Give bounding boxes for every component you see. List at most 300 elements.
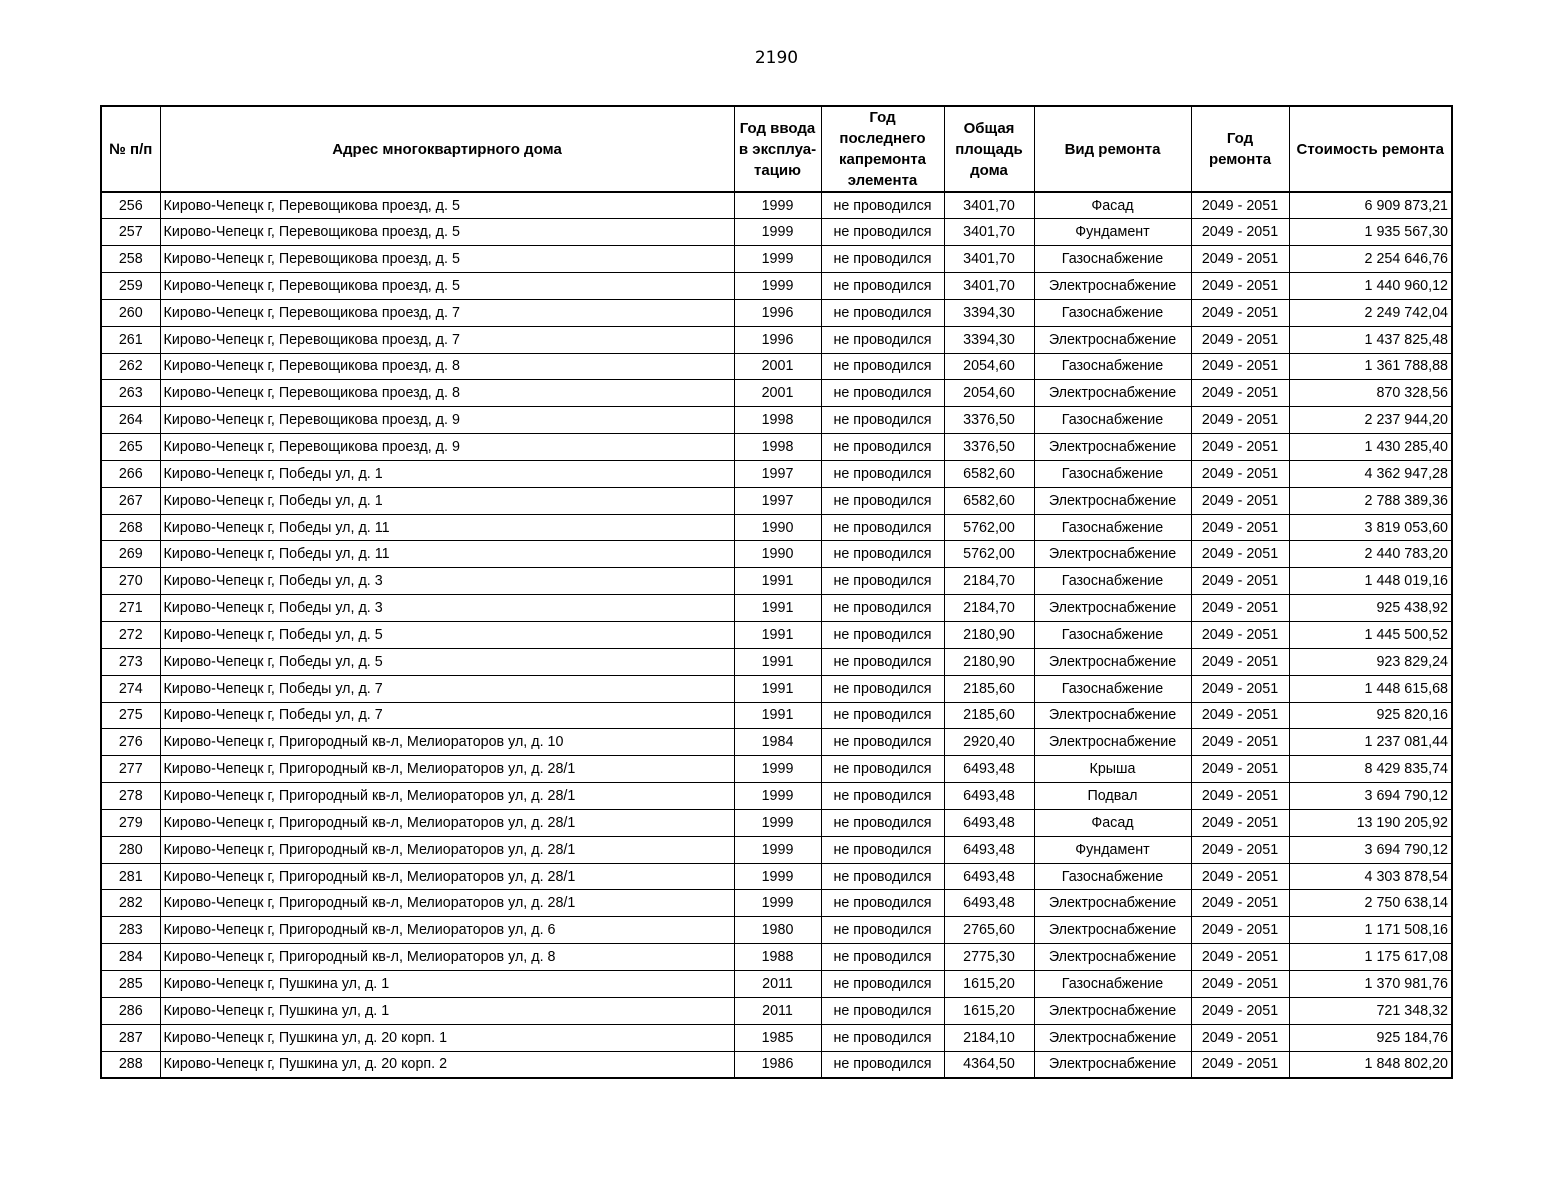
cell-year-built: 1991 (734, 648, 821, 675)
header-repair-type: Вид ремонта (1034, 106, 1191, 192)
cell-repair-year: 2049 - 2051 (1191, 353, 1289, 380)
cell-num: 266 (101, 460, 160, 487)
cell-num: 262 (101, 353, 160, 380)
cell-repair-type: Газоснабжение (1034, 246, 1191, 273)
cell-address: Кирово-Чепецк г, Перевощикова проезд, д. 5 (160, 192, 734, 219)
cell-repair-type: Газоснабжение (1034, 460, 1191, 487)
table-row (101, 756, 1452, 783)
cell-num: 264 (101, 407, 160, 434)
header-repair-year: Год ремонта (1191, 106, 1289, 192)
cell-repair-year: 2049 - 2051 (1191, 622, 1289, 649)
cell-address: Кирово-Чепецк г, Перевощикова проезд, д. 7 (160, 326, 734, 353)
cell-area: 2054,60 (944, 353, 1034, 380)
cell-cost: 870 328,56 (1289, 380, 1452, 407)
cell-num: 285 (101, 970, 160, 997)
cell-cost: 3 694 790,12 (1289, 783, 1452, 810)
cell-repair-type: Электроснабжение (1034, 729, 1191, 756)
cell-year-built: 1999 (734, 246, 821, 273)
cell-address: Кирово-Чепецк г, Пригородный кв-л, Мелиораторов ул, д. 28/1 (160, 890, 734, 917)
cell-address: Кирово-Чепецк г, Пригородный кв-л, Мелиораторов ул, д. 28/1 (160, 809, 734, 836)
cell-area: 2765,60 (944, 917, 1034, 944)
cell-repair-year: 2049 - 2051 (1191, 1051, 1289, 1078)
cell-last-repair: не проводился (821, 783, 944, 810)
table-row (101, 917, 1452, 944)
cell-address: Кирово-Чепецк г, Победы ул, д. 3 (160, 568, 734, 595)
cell-area: 6493,48 (944, 863, 1034, 890)
cell-repair-year: 2049 - 2051 (1191, 890, 1289, 917)
cell-repair-type: Электроснабжение (1034, 595, 1191, 622)
table-row (101, 675, 1452, 702)
cell-cost: 1 370 981,76 (1289, 970, 1452, 997)
cell-repair-year: 2049 - 2051 (1191, 1024, 1289, 1051)
cell-repair-type: Газоснабжение (1034, 514, 1191, 541)
cell-address: Кирово-Чепецк г, Пушкина ул, д. 1 (160, 970, 734, 997)
cell-area: 5762,00 (944, 514, 1034, 541)
cell-repair-year: 2049 - 2051 (1191, 299, 1289, 326)
cell-num: 257 (101, 219, 160, 246)
cell-area: 2185,60 (944, 702, 1034, 729)
cell-repair-year: 2049 - 2051 (1191, 648, 1289, 675)
cell-area: 6493,48 (944, 836, 1034, 863)
cell-repair-year: 2049 - 2051 (1191, 541, 1289, 568)
cell-num: 277 (101, 756, 160, 783)
cell-last-repair: не проводился (821, 326, 944, 353)
table-row (101, 1024, 1452, 1051)
cell-area: 3394,30 (944, 326, 1034, 353)
cell-cost: 1 437 825,48 (1289, 326, 1452, 353)
cell-repair-year: 2049 - 2051 (1191, 273, 1289, 300)
cell-last-repair: не проводился (821, 890, 944, 917)
cell-year-built: 1999 (734, 890, 821, 917)
cell-area: 6493,48 (944, 756, 1034, 783)
cell-repair-year: 2049 - 2051 (1191, 407, 1289, 434)
cell-repair-year: 2049 - 2051 (1191, 970, 1289, 997)
table-row (101, 944, 1452, 971)
cell-last-repair: не проводился (821, 246, 944, 273)
cell-cost: 13 190 205,92 (1289, 809, 1452, 836)
cell-cost: 1 440 960,12 (1289, 273, 1452, 300)
cell-last-repair: не проводился (821, 380, 944, 407)
cell-repair-type: Электроснабжение (1034, 1024, 1191, 1051)
cell-repair-year: 2049 - 2051 (1191, 702, 1289, 729)
cell-year-built: 1980 (734, 917, 821, 944)
cell-repair-type: Электроснабжение (1034, 273, 1191, 300)
cell-address: Кирово-Чепецк г, Победы ул, д. 1 (160, 460, 734, 487)
cell-num: 260 (101, 299, 160, 326)
cell-last-repair: не проводился (821, 648, 944, 675)
cell-area: 3401,70 (944, 273, 1034, 300)
table-row (101, 729, 1452, 756)
table-row (101, 434, 1452, 461)
cell-area: 3376,50 (944, 407, 1034, 434)
cell-year-built: 1997 (734, 460, 821, 487)
cell-num: 258 (101, 246, 160, 273)
table-row (101, 407, 1452, 434)
cell-num: 265 (101, 434, 160, 461)
cell-area: 5762,00 (944, 541, 1034, 568)
cell-last-repair: не проводился (821, 997, 944, 1024)
cell-repair-type: Газоснабжение (1034, 568, 1191, 595)
cell-last-repair: не проводился (821, 192, 944, 219)
table-row (101, 541, 1452, 568)
cell-repair-year: 2049 - 2051 (1191, 192, 1289, 219)
table-header (101, 106, 1452, 192)
cell-address: Кирово-Чепецк г, Победы ул, д. 11 (160, 514, 734, 541)
cell-repair-year: 2049 - 2051 (1191, 514, 1289, 541)
cell-last-repair: не проводился (821, 836, 944, 863)
table-row (101, 783, 1452, 810)
cell-area: 3394,30 (944, 299, 1034, 326)
cell-address: Кирово-Чепецк г, Перевощикова проезд, д. 9 (160, 407, 734, 434)
cell-repair-type: Газоснабжение (1034, 299, 1191, 326)
table-row (101, 460, 1452, 487)
table-row (101, 487, 1452, 514)
cell-repair-year: 2049 - 2051 (1191, 219, 1289, 246)
cell-address: Кирово-Чепецк г, Победы ул, д. 7 (160, 702, 734, 729)
cell-address: Кирово-Чепецк г, Победы ул, д. 1 (160, 487, 734, 514)
cell-year-built: 1999 (734, 836, 821, 863)
cell-cost: 721 348,32 (1289, 997, 1452, 1024)
cell-repair-type: Газоснабжение (1034, 675, 1191, 702)
cell-repair-type: Газоснабжение (1034, 353, 1191, 380)
cell-num: 276 (101, 729, 160, 756)
cell-repair-type: Электроснабжение (1034, 648, 1191, 675)
cell-cost: 1 175 617,08 (1289, 944, 1452, 971)
cell-area: 3401,70 (944, 219, 1034, 246)
cell-cost: 2 788 389,36 (1289, 487, 1452, 514)
cell-area: 2775,30 (944, 944, 1034, 971)
cell-repair-type: Фасад (1034, 192, 1191, 219)
table-row (101, 299, 1452, 326)
cell-year-built: 1998 (734, 434, 821, 461)
cell-repair-year: 2049 - 2051 (1191, 246, 1289, 273)
cell-num: 286 (101, 997, 160, 1024)
table-row (101, 273, 1452, 300)
cell-repair-type: Газоснабжение (1034, 970, 1191, 997)
cell-repair-year: 2049 - 2051 (1191, 729, 1289, 756)
cell-cost: 1 361 788,88 (1289, 353, 1452, 380)
cell-year-built: 1991 (734, 675, 821, 702)
cell-cost: 3 819 053,60 (1289, 514, 1452, 541)
cell-cost: 3 694 790,12 (1289, 836, 1452, 863)
table-row (101, 326, 1452, 353)
page-number: 2190 (754, 48, 799, 68)
cell-last-repair: не проводился (821, 863, 944, 890)
cell-repair-year: 2049 - 2051 (1191, 917, 1289, 944)
cell-year-built: 1999 (734, 809, 821, 836)
cell-address: Кирово-Чепецк г, Пригородный кв-л, Мелиораторов ул, д. 8 (160, 944, 734, 971)
cell-area: 3401,70 (944, 192, 1034, 219)
cell-area: 2054,60 (944, 380, 1034, 407)
cell-repair-type: Электроснабжение (1034, 434, 1191, 461)
cell-year-built: 1998 (734, 407, 821, 434)
table-row (101, 622, 1452, 649)
table-row (101, 863, 1452, 890)
cell-area: 2185,60 (944, 675, 1034, 702)
cell-num: 275 (101, 702, 160, 729)
cell-year-built: 1999 (734, 219, 821, 246)
cell-address: Кирово-Чепецк г, Победы ул, д. 7 (160, 675, 734, 702)
cell-year-built: 1990 (734, 514, 821, 541)
cell-year-built: 1999 (734, 192, 821, 219)
cell-address: Кирово-Чепецк г, Пушкина ул, д. 1 (160, 997, 734, 1024)
cell-cost: 923 829,24 (1289, 648, 1452, 675)
header-cost: Стоимость ремонта (1289, 106, 1452, 192)
cell-last-repair: не проводился (821, 219, 944, 246)
cell-repair-type: Электроснабжение (1034, 917, 1191, 944)
cell-last-repair: не проводился (821, 970, 944, 997)
cell-repair-type: Подвал (1034, 783, 1191, 810)
cell-address: Кирово-Чепецк г, Победы ул, д. 5 (160, 622, 734, 649)
cell-address: Кирово-Чепецк г, Перевощикова проезд, д. 5 (160, 273, 734, 300)
cell-year-built: 1991 (734, 622, 821, 649)
cell-repair-type: Электроснабжение (1034, 487, 1191, 514)
cell-last-repair: не проводился (821, 1024, 944, 1051)
cell-cost: 1 430 285,40 (1289, 434, 1452, 461)
cell-num: 259 (101, 273, 160, 300)
cell-last-repair: не проводился (821, 1051, 944, 1078)
cell-repair-type: Фундамент (1034, 836, 1191, 863)
cell-last-repair: не проводился (821, 487, 944, 514)
table-row (101, 192, 1452, 219)
cell-area: 2184,10 (944, 1024, 1034, 1051)
table-row (101, 219, 1452, 246)
cell-repair-type: Фундамент (1034, 219, 1191, 246)
cell-last-repair: не проводился (821, 944, 944, 971)
cell-year-built: 1999 (734, 756, 821, 783)
cell-cost: 2 237 944,20 (1289, 407, 1452, 434)
cell-last-repair: не проводился (821, 917, 944, 944)
cell-address: Кирово-Чепецк г, Победы ул, д. 3 (160, 595, 734, 622)
table-row (101, 997, 1452, 1024)
cell-last-repair: не проводился (821, 514, 944, 541)
cell-num: 284 (101, 944, 160, 971)
cell-area: 3401,70 (944, 246, 1034, 273)
cell-num: 280 (101, 836, 160, 863)
cell-repair-year: 2049 - 2051 (1191, 487, 1289, 514)
cell-last-repair: не проводился (821, 568, 944, 595)
header-year-built: Год ввода в эксплуа-тацию (734, 106, 821, 192)
cell-address: Кирово-Чепецк г, Пригородный кв-л, Мелиораторов ул, д. 28/1 (160, 863, 734, 890)
cell-repair-year: 2049 - 2051 (1191, 380, 1289, 407)
cell-repair-year: 2049 - 2051 (1191, 809, 1289, 836)
header-num: № п/п (101, 106, 160, 192)
table-row (101, 380, 1452, 407)
header-address: Адрес многоквартирного дома (160, 106, 734, 192)
table-row (101, 353, 1452, 380)
cell-address: Кирово-Чепецк г, Пригородный кв-л, Мелиораторов ул, д. 28/1 (160, 756, 734, 783)
cell-repair-type: Электроснабжение (1034, 890, 1191, 917)
cell-repair-type: Газоснабжение (1034, 407, 1191, 434)
cell-cost: 2 249 742,04 (1289, 299, 1452, 326)
cell-year-built: 1985 (734, 1024, 821, 1051)
repair-table (100, 105, 1453, 1079)
cell-area: 6493,48 (944, 890, 1034, 917)
cell-area: 6493,48 (944, 783, 1034, 810)
cell-cost: 1 237 081,44 (1289, 729, 1452, 756)
cell-repair-type: Электроснабжение (1034, 326, 1191, 353)
cell-year-built: 1984 (734, 729, 821, 756)
cell-area: 2184,70 (944, 595, 1034, 622)
cell-address: Кирово-Чепецк г, Перевощикова проезд, д. 8 (160, 353, 734, 380)
cell-cost: 2 254 646,76 (1289, 246, 1452, 273)
cell-last-repair: не проводился (821, 541, 944, 568)
cell-last-repair: не проводился (821, 809, 944, 836)
cell-area: 2180,90 (944, 648, 1034, 675)
table-row (101, 648, 1452, 675)
cell-cost: 1 445 500,52 (1289, 622, 1452, 649)
cell-last-repair: не проводился (821, 299, 944, 326)
cell-cost: 1 448 019,16 (1289, 568, 1452, 595)
cell-address: Кирово-Чепецк г, Пушкина ул, д. 20 корп. 2 (160, 1051, 734, 1078)
cell-repair-type: Газоснабжение (1034, 622, 1191, 649)
cell-repair-year: 2049 - 2051 (1191, 460, 1289, 487)
header-row (101, 106, 1452, 192)
cell-last-repair: не проводился (821, 434, 944, 461)
cell-num: 270 (101, 568, 160, 595)
cell-num: 288 (101, 1051, 160, 1078)
cell-num: 273 (101, 648, 160, 675)
cell-address: Кирово-Чепецк г, Пригородный кв-л, Мелиораторов ул, д. 10 (160, 729, 734, 756)
table-row (101, 970, 1452, 997)
table-row (101, 514, 1452, 541)
cell-repair-year: 2049 - 2051 (1191, 997, 1289, 1024)
cell-repair-year: 2049 - 2051 (1191, 675, 1289, 702)
cell-area: 3376,50 (944, 434, 1034, 461)
cell-area: 1615,20 (944, 970, 1034, 997)
cell-num: 279 (101, 809, 160, 836)
table-body (101, 192, 1452, 1078)
cell-repair-year: 2049 - 2051 (1191, 595, 1289, 622)
cell-last-repair: не проводился (821, 273, 944, 300)
cell-year-built: 1990 (734, 541, 821, 568)
cell-num: 263 (101, 380, 160, 407)
cell-cost: 6 909 873,21 (1289, 192, 1452, 219)
cell-repair-type: Электроснабжение (1034, 702, 1191, 729)
cell-cost: 2 440 783,20 (1289, 541, 1452, 568)
cell-repair-type: Электроснабжение (1034, 944, 1191, 971)
cell-cost: 4 362 947,28 (1289, 460, 1452, 487)
cell-num: 283 (101, 917, 160, 944)
cell-repair-type: Электроснабжение (1034, 380, 1191, 407)
cell-area: 4364,50 (944, 1051, 1034, 1078)
cell-year-built: 1991 (734, 568, 821, 595)
table-row (101, 568, 1452, 595)
cell-num: 272 (101, 622, 160, 649)
cell-area: 6582,60 (944, 487, 1034, 514)
cell-num: 268 (101, 514, 160, 541)
cell-area: 6493,48 (944, 809, 1034, 836)
cell-cost: 8 429 835,74 (1289, 756, 1452, 783)
cell-cost: 1 848 802,20 (1289, 1051, 1452, 1078)
cell-num: 256 (101, 192, 160, 219)
table-row (101, 595, 1452, 622)
cell-address: Кирово-Чепецк г, Пушкина ул, д. 20 корп. 1 (160, 1024, 734, 1051)
cell-repair-type: Крыша (1034, 756, 1191, 783)
cell-last-repair: не проводился (821, 702, 944, 729)
table-row (101, 890, 1452, 917)
cell-cost: 925 438,92 (1289, 595, 1452, 622)
cell-year-built: 2011 (734, 970, 821, 997)
cell-num: 261 (101, 326, 160, 353)
cell-repair-type: Электроснабжение (1034, 1051, 1191, 1078)
cell-num: 282 (101, 890, 160, 917)
cell-repair-type: Электроснабжение (1034, 541, 1191, 568)
cell-num: 278 (101, 783, 160, 810)
cell-num: 281 (101, 863, 160, 890)
table-row (101, 809, 1452, 836)
cell-area: 2184,70 (944, 568, 1034, 595)
cell-year-built: 1991 (734, 702, 821, 729)
cell-area: 6582,60 (944, 460, 1034, 487)
cell-year-built: 1996 (734, 326, 821, 353)
cell-address: Кирово-Чепецк г, Пригородный кв-л, Мелиораторов ул, д. 28/1 (160, 836, 734, 863)
cell-last-repair: не проводился (821, 460, 944, 487)
table-row (101, 702, 1452, 729)
table-row (101, 836, 1452, 863)
cell-address: Кирово-Чепецк г, Перевощикова проезд, д. 7 (160, 299, 734, 326)
cell-address: Кирово-Чепецк г, Перевощикова проезд, д. 5 (160, 219, 734, 246)
cell-year-built: 1999 (734, 863, 821, 890)
cell-last-repair: не проводился (821, 622, 944, 649)
cell-repair-type: Фасад (1034, 809, 1191, 836)
table-row (101, 1051, 1452, 1078)
cell-cost: 1 448 615,68 (1289, 675, 1452, 702)
cell-address: Кирово-Чепецк г, Перевощикова проезд, д. 8 (160, 380, 734, 407)
cell-cost: 925 820,16 (1289, 702, 1452, 729)
cell-year-built: 1991 (734, 595, 821, 622)
table-row (101, 246, 1452, 273)
cell-address: Кирово-Чепецк г, Победы ул, д. 11 (160, 541, 734, 568)
cell-year-built: 1986 (734, 1051, 821, 1078)
cell-cost: 1 935 567,30 (1289, 219, 1452, 246)
cell-address: Кирово-Чепецк г, Перевощикова проезд, д. 5 (160, 246, 734, 273)
cell-year-built: 1996 (734, 299, 821, 326)
cell-last-repair: не проводился (821, 595, 944, 622)
cell-repair-year: 2049 - 2051 (1191, 863, 1289, 890)
cell-repair-type: Газоснабжение (1034, 863, 1191, 890)
cell-num: 269 (101, 541, 160, 568)
cell-year-built: 2001 (734, 353, 821, 380)
cell-year-built: 2011 (734, 997, 821, 1024)
cell-cost: 2 750 638,14 (1289, 890, 1452, 917)
cell-year-built: 2001 (734, 380, 821, 407)
header-last-repair: Год последнего капремонта элемента (821, 106, 944, 192)
cell-repair-year: 2049 - 2051 (1191, 326, 1289, 353)
cell-last-repair: не проводился (821, 756, 944, 783)
cell-last-repair: не проводился (821, 407, 944, 434)
cell-num: 274 (101, 675, 160, 702)
cell-year-built: 1999 (734, 783, 821, 810)
cell-address: Кирово-Чепецк г, Победы ул, д. 5 (160, 648, 734, 675)
cell-repair-year: 2049 - 2051 (1191, 836, 1289, 863)
cell-repair-year: 2049 - 2051 (1191, 568, 1289, 595)
cell-num: 287 (101, 1024, 160, 1051)
cell-year-built: 1988 (734, 944, 821, 971)
cell-repair-year: 2049 - 2051 (1191, 756, 1289, 783)
cell-repair-year: 2049 - 2051 (1191, 944, 1289, 971)
cell-num: 267 (101, 487, 160, 514)
cell-repair-year: 2049 - 2051 (1191, 783, 1289, 810)
cell-last-repair: не проводился (821, 729, 944, 756)
cell-repair-type: Электроснабжение (1034, 997, 1191, 1024)
cell-area: 1615,20 (944, 997, 1034, 1024)
cell-address: Кирово-Чепецк г, Перевощикова проезд, д. 9 (160, 434, 734, 461)
cell-cost: 925 184,76 (1289, 1024, 1452, 1051)
cell-last-repair: не проводился (821, 675, 944, 702)
cell-address: Кирово-Чепецк г, Пригородный кв-л, Мелиораторов ул, д. 6 (160, 917, 734, 944)
cell-cost: 4 303 878,54 (1289, 863, 1452, 890)
